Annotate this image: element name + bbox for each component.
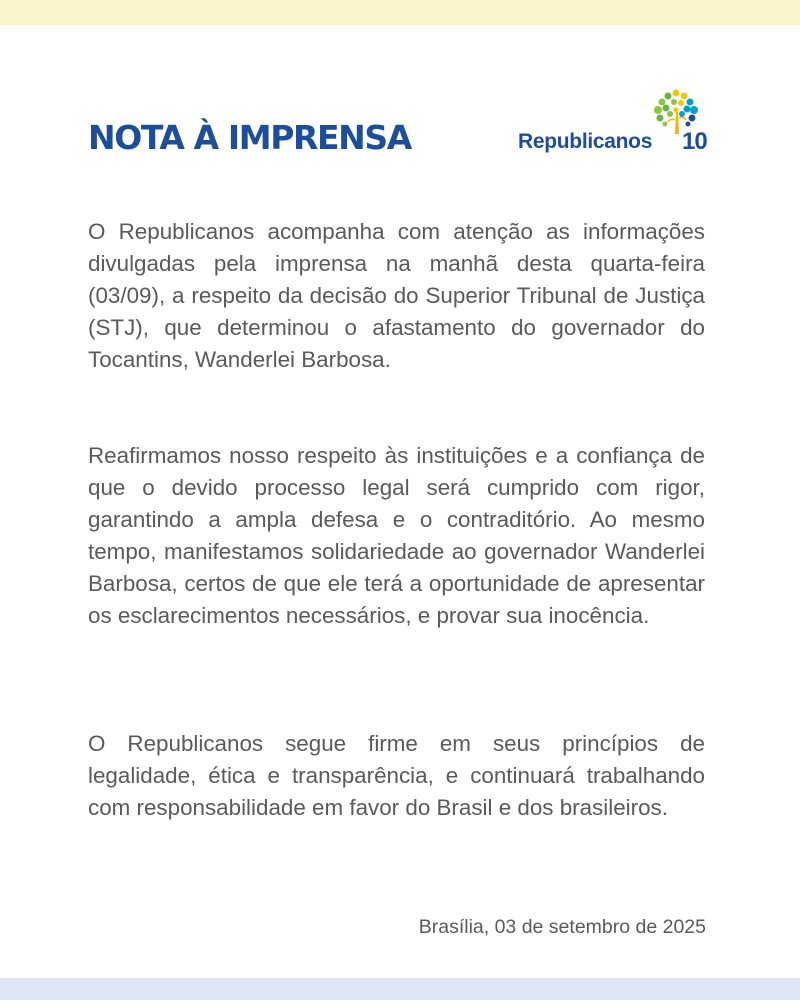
logo-wordmark: Republicanos — [518, 130, 653, 153]
bottom-decorative-band — [0, 978, 800, 1000]
top-decorative-band — [0, 0, 800, 25]
logo-number: 10 — [682, 128, 707, 155]
page-title: NOTA À IMPRENSA — [88, 118, 411, 157]
paragraph-2: Reafirmamos nosso respeito às instituições e a confiança de que o devido processo legal será cumprido com rigor, garantindo a ampla defesa e o contraditório. Ao mesmo tempo, manifestamos solidariedade ao governador Wanderlei Barbosa, certos de que ele terá a oportunidade de apresentar os esclarecimentos necessários, e provar sua inocência. — [88, 443, 705, 628]
paragraph-1: O Republicanos acompanha com atenção as informações divulgadas pela imprensa na manhã desta quarta-feira (03/09), a respeito da decisão do Superior Tribunal de Justiça (STJ), que determinou o afastamento do governador do Tocantins, Wanderlei Barbosa. — [88, 219, 705, 372]
date-line: Brasília, 03 de setembro de 2025 — [418, 916, 706, 938]
paragraph-3: O Republicanos segue firme em seus princípios de legalidade, ética e transparência, e continuará trabalhando com responsabilidade em favor do Brasil e dos brasileiros. — [88, 731, 705, 820]
